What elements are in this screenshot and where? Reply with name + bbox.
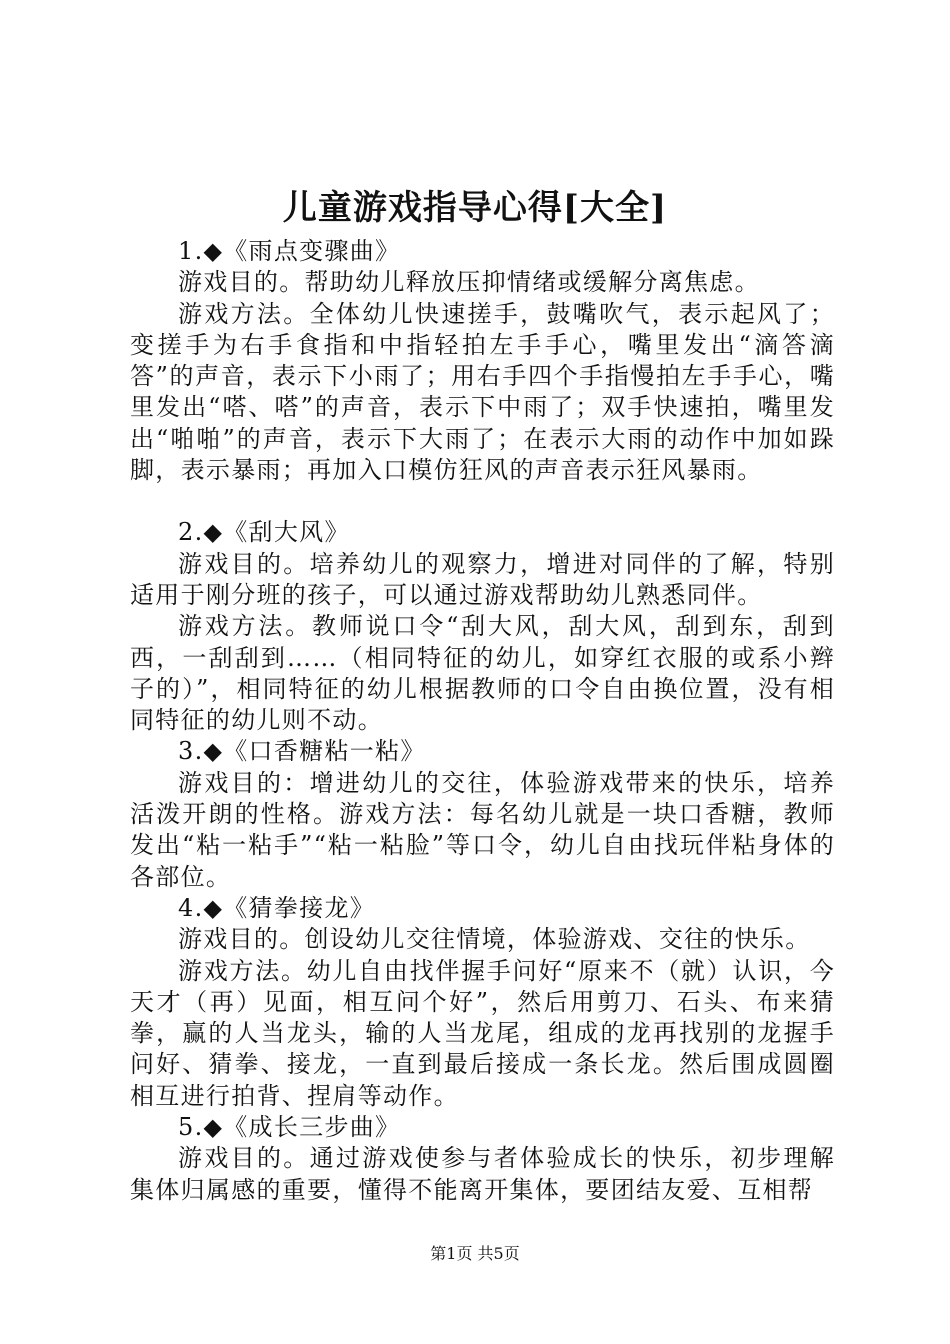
paragraph-method-4: 游戏方法。幼儿自由找伴握手问好“原来不（就）认识，今天才（再）见面，相互问个好”，然后用剪刀、石头、布来猜拳，赢的人当龙头，输的人当龙尾，组成的龙再找别的龙握手问好、猜拳、接龙，一直到最后接成一条长龙。然后围成圆圈相互进行拍背、捏肩等动作。 xyxy=(130,956,835,1110)
page-footer: 第1页 共5页 xyxy=(430,1244,520,1263)
document-title: 儿童游戏指导心得[大全] xyxy=(282,188,668,228)
paragraph-purpose-2: 游戏目的。培养幼儿的观察力，增进对同伴的了解，特别适用于刚分班的孩子，可以通过游戏帮助幼儿熟悉同伴。 xyxy=(130,549,835,609)
section-heading-4: 4.◆《猜拳接龙》 xyxy=(178,893,376,922)
section-heading-5: 5.◆《成长三步曲》 xyxy=(178,1113,401,1142)
paragraph-method-1: 游戏方法。全体幼儿快速搓手，鼓嘴吹气，表示起风了；变搓手为右手食指和中指轻拍左手手心，嘴里发出“滴答滴答”的声音，表示下小雨了；用右手四个手指慢拍左手手心，嘴里发出“嗒、嗒”的声音，表示下中雨了；双手快速拍，嘴里发出“啪啪”的声音，表示下大雨了；在表示大雨的动作中加如跺脚，表示暴雨；再加入口模仿狂风的声音表示狂风暴雨。 xyxy=(130,299,835,485)
section-heading-2: 2.◆《刮大风》 xyxy=(178,518,350,547)
paragraph-gap xyxy=(130,486,835,517)
paragraph-purpose-3: 游戏目的：增进幼儿的交往，体验游戏带来的快乐，培养活泼开朗的性格。游戏方法：每名幼儿就是一块口香糖，教师发出“粘一粘手”“粘一粘脸”等口令，幼儿自由找玩伴粘身体的各部位。 xyxy=(130,768,835,891)
paragraph-purpose-5: 游戏目的。通过游戏使参与者体验成长的快乐，初步理解集体归属感的重要，懂得不能离开集体，要团结友爱、互相帮 xyxy=(130,1144,835,1204)
paragraph-purpose-1: 游戏目的。帮助幼儿释放压抑情绪或缓解分离焦虑。 xyxy=(178,268,760,297)
paragraph-method-2: 游戏方法。教师说口令“刮大风，刮大风，刮到东，刮到西，一刮刮到……（相同特征的幼儿，如穿红衣服的或系小辫子的）”，相同特征的幼儿根据教师的口令自由换位置，没有相同特征的幼儿则不动。 xyxy=(130,612,835,735)
paragraph-purpose-4: 游戏目的。创设幼儿交往情境，体验游戏、交往的快乐。 xyxy=(178,925,811,954)
section-heading-3: 3.◆《口香糖粘一粘》 xyxy=(178,737,426,766)
section-heading-1: 1.◆《雨点变骤曲》 xyxy=(178,237,401,265)
document-body xyxy=(130,236,835,1206)
